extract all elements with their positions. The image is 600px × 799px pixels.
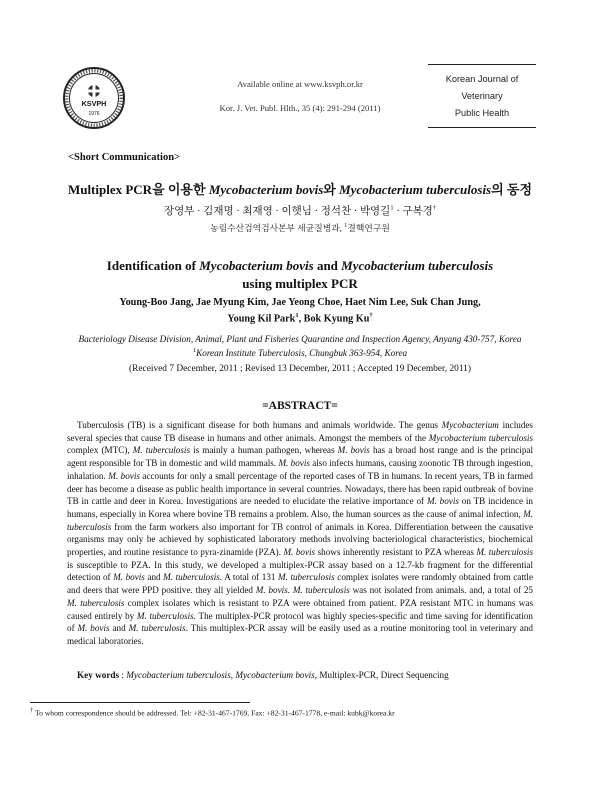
available-online-text: Available online at www.ksvph.or.kr <box>237 79 363 89</box>
received-dates: (Received 7 December, 2011 ; Revised 13 December, 2011 ; Accepted 19 December, 2011) <box>129 364 471 374</box>
korean-title <box>0 179 600 198</box>
footnote-mark: † <box>30 707 34 714</box>
english-author-ku: , Bok Kyung Ku <box>298 313 370 325</box>
english-affiliation-1: Bacteriology Disease Division, Animal, Plant and Fisheries Quarantine and Inspection Agency, Anyang 430-757, Korea <box>78 334 522 344</box>
abstract-body <box>67 419 533 648</box>
journal-name-line-2: Veterinary <box>461 91 503 101</box>
logo-year: 1976 <box>88 111 100 117</box>
journal-name-line-1: Korean Journal of <box>445 74 519 84</box>
footnote-text: To whom correspondence should be addressed. Tel: +82-31-467-1769, Fax: +82-31-467-1778, e-mail: kubk@korea.kr <box>35 708 395 718</box>
journal-name-line-3: Public Health <box>454 108 510 118</box>
english-title-prefix: Identification of <box>106 258 200 273</box>
abstract-paragraph: Tuberculosis (TB) is a significant disease for both humans and animals worldwide. The genus Mycobacterium includes several species that cause TB disease in humans and other animals. Amongst the members of the Mycobacterium tuberculosis complex (MTC), M. tuberculosis is mainly a human pathogen, whereas M. bovis has a broad host range and is the principal agent responsible for TB in domestic and wild mammals. M. bovis also infects humans, causing zoonotic TB through ingestion, inhalation. M. bovis accounts for only a small percentage of the reported cases of TB in humans. In recent years, TB in farmed deer has become a disease as public health importance in several countries. Nowadays, there has been rapid outbreak of bovine TB in cattle and deer in Korea. Investigations are needed to elucidate the relative importance of M. bovis on TB incidence in humans, especially in Korea where bovine TB remains a problem. Also, the human sources as the cause of animal infection, M. tuberculosis from the farm workers also important for TB control of animals in Korea. Differentiation between the causative organisms may only be achieved by sophisticated laboratory methods involving bacteriological characteristics, biochemical properties, and routine resistance to pyra-zinamide (PZA). M. bovis shows inherently resistant to PZA whereas M. tuberculosis is susceptible to PZA. In this study, we developed a multiplex-PCR assay based on a 12.7-kb fragment for the differential detection of M. bovis and M. tuberculosis. A total of 131 M. tuberculosis complex isolates were randomly obtained from cattle and deers that were PPD positive. they all yielded M. bovis. M. tuberculosis was not isolated from animals. and, a total of 25 M. tuberculosis complex isolates which is resistant to PZA were obtained from patient. PZA resistant MTC in humans was caused entirely by M. tuberculosis. The multiplex-PCR protocol was highly species-specific and time saving for identification of M. bovis and M. tuberculosis. This multiplex-PCR assay will be easily used as a routine monitoring tool in veterinary and medical laboratories. <box>67 420 534 646</box>
korean-affiliation-mark: 1 <box>344 222 348 230</box>
keywords-label: Key words <box>77 670 120 680</box>
abstract-heading: =ABSTRACT= <box>262 400 338 412</box>
korean-authors-last: · 구복경 <box>393 206 433 217</box>
korean-author-mark-1: 1 <box>390 204 394 212</box>
communication-type: <Short Communication> <box>68 152 181 163</box>
logo-lettering: KSVPH <box>81 99 107 108</box>
correspondence-footnote <box>30 707 395 718</box>
english-title-line-1 <box>0 258 600 274</box>
english-affiliation-2 <box>0 347 600 358</box>
english-title-organism-2: Mycobacterium tuberculosis <box>341 258 494 273</box>
korean-affiliation <box>0 221 600 234</box>
korean-title-middle: 와 <box>323 182 340 197</box>
journal-name-box <box>428 64 536 128</box>
korean-author-dagger: † <box>432 204 436 212</box>
english-authors-line-1: Young-Boo Jang, Jae Myung Kim, Jae Yeong Choe, Haet Nim Lee, Suk Chan Jung, <box>119 297 481 308</box>
korean-authors <box>0 203 600 218</box>
korean-authors-main: 장영부 · 김재명 · 최재영 · 이햇님 · 정석찬 · 박영길 <box>164 206 391 217</box>
keywords-rest: Multiplex-PCR, Direct Sequencing <box>317 670 449 680</box>
society-logo <box>62 66 126 130</box>
english-title-line-2: using multiplex PCR <box>242 276 358 291</box>
korean-title-organism-2: Mycobacterium tuberculosis <box>339 182 492 197</box>
korean-affiliation-second: 결핵연구원 <box>347 223 390 233</box>
footnote-divider <box>30 702 250 703</box>
english-author-park-mark: 1 <box>295 312 299 319</box>
english-title-organism-1: Mycobacterium bovis <box>199 258 314 273</box>
keywords-separator: : <box>119 670 127 680</box>
journal-citation: Kor. J. Vet. Publ. Hlth., 35 (4): 291-294 (2011) <box>219 103 381 113</box>
korean-title-organism-1: Mycobacterium bovis <box>208 182 324 197</box>
english-author-park: Young Kil Park <box>227 313 296 325</box>
korean-title-prefix: Multiplex PCR을 이용한 <box>67 182 209 197</box>
english-authors-line-2 <box>0 312 600 324</box>
english-affiliation-2-text: Korean Institute Tuberculosis, Chungbuk 363-954, Korea <box>196 348 408 359</box>
english-author-dagger: † <box>369 312 373 319</box>
keywords-line <box>77 670 449 680</box>
english-title-middle: and <box>313 258 342 273</box>
english-affiliation-mark: 1 <box>192 347 197 354</box>
keywords-italic: Mycobacterium tuberculosis, Mycobacterium bovis, <box>126 670 318 680</box>
korean-affiliation-main: 농림수산검역검사본부 세균질병과, <box>210 223 345 233</box>
korean-title-suffix: 의 동정 <box>491 182 533 197</box>
